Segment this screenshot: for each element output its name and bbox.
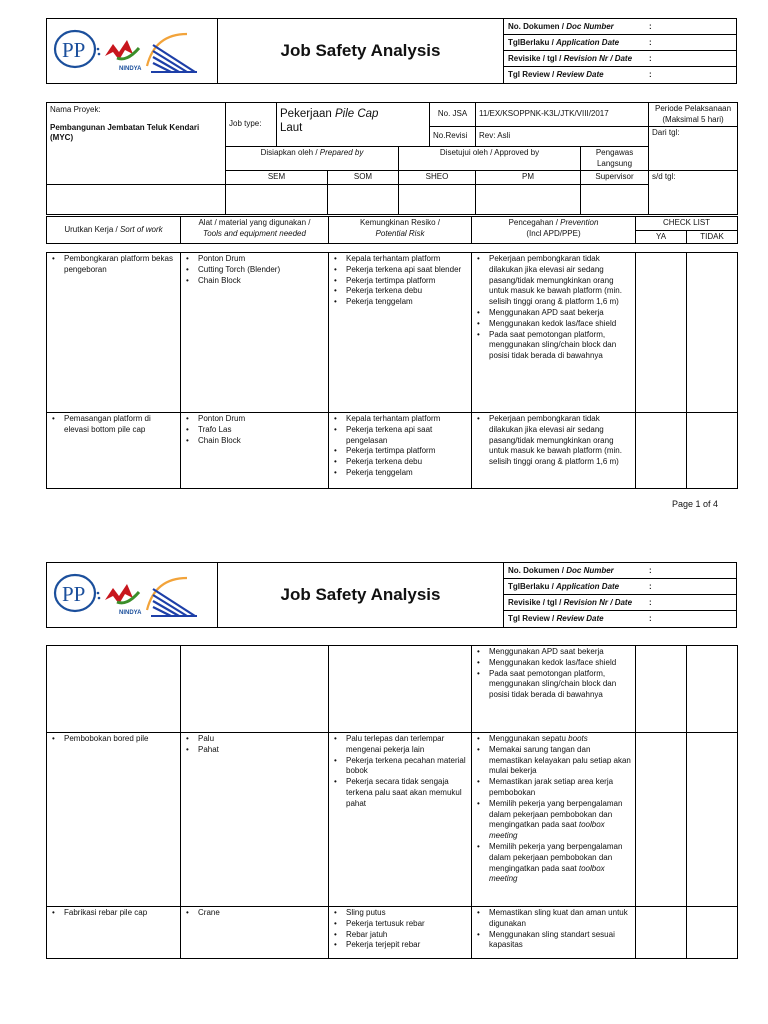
check-tidak[interactable] bbox=[687, 733, 738, 907]
signature-pm bbox=[476, 184, 581, 214]
revision-label: No.Revisi bbox=[430, 127, 476, 147]
list-item: • Pemasangan platform di elevasi bottom pile cap bbox=[50, 414, 177, 436]
revision-value: Rev: Asli bbox=[476, 127, 649, 147]
risk-cell bbox=[329, 253, 472, 413]
risk-cell bbox=[329, 413, 472, 489]
svg-text:PP: PP bbox=[62, 37, 86, 62]
check-tidak[interactable] bbox=[687, 413, 738, 489]
col-sort-of-work: Urutkan Kerja / Sort of work bbox=[47, 217, 181, 244]
svg-text:PP: PP bbox=[62, 581, 86, 606]
job-type-label: Job type: bbox=[226, 103, 277, 147]
list-item: • Memastikan jarak setiap area kerja pembobokan bbox=[475, 777, 632, 799]
list-item: • Pekerja tenggelam bbox=[332, 297, 468, 308]
tools-cell bbox=[181, 907, 329, 959]
tools-cell bbox=[181, 253, 329, 413]
risk-cell bbox=[329, 646, 472, 733]
list-item: • Memastikan sling kuat dan aman untuk digunakan bbox=[475, 908, 632, 930]
project-name-value: Pembangunan Jembatan Teluk Kendari (MYC) bbox=[50, 122, 200, 142]
meta-application-date: TglBerlaku / Application Date : bbox=[504, 35, 736, 51]
signature-som bbox=[328, 184, 399, 214]
project-info-table bbox=[46, 102, 738, 215]
role-supervisor: Supervisor bbox=[581, 171, 649, 185]
page-number: Page 1 of 4 bbox=[672, 499, 719, 509]
tools-cell bbox=[181, 646, 329, 733]
list-item: • Pekerja terkena pecahan material bobok bbox=[332, 756, 468, 778]
check-tidak[interactable] bbox=[687, 253, 738, 413]
list-item: • Pekerja tertimpa platform bbox=[332, 276, 468, 287]
list-item: • Trafo Las bbox=[184, 425, 325, 436]
signature-sheo bbox=[399, 184, 476, 214]
project-name-cell bbox=[47, 103, 226, 185]
list-item: • Ponton Drum bbox=[184, 254, 325, 265]
logo-area bbox=[47, 19, 218, 84]
logo-area bbox=[47, 563, 218, 628]
approved-by-label: Disetujui oleh / Approved by bbox=[399, 147, 581, 171]
list-item: • Pekerja tertimpa platform bbox=[332, 446, 468, 457]
list-item: • Chain Block bbox=[184, 276, 325, 287]
list-item: • Pembobokan bored pile bbox=[50, 734, 177, 745]
list-item: • Menggunakan APD saat bekerja bbox=[475, 647, 632, 658]
list-item: • Menggunakan sepatu boots bbox=[475, 734, 632, 745]
list-item: • Pekerja secara tidak sengaja terkena palu saat akan memukul pahat bbox=[332, 777, 468, 809]
check-tidak[interactable] bbox=[687, 646, 738, 733]
meta-revision: Revisike / tgl / Revision Nr / Date : bbox=[504, 51, 736, 67]
svg-text:NINDYA: NINDYA bbox=[119, 65, 142, 72]
meta-application-date: TglBerlaku / Application Date : bbox=[504, 579, 736, 595]
work-cell bbox=[47, 907, 181, 959]
prevention-cell bbox=[472, 253, 636, 413]
job-type-value: Pekerjaan Pile Cap Laut bbox=[277, 103, 430, 147]
work-cell bbox=[47, 413, 181, 489]
list-item: • Rebar jatuh bbox=[332, 930, 468, 941]
meta-review-date: Tgl Review / Review Date : bbox=[508, 614, 652, 623]
table-row bbox=[47, 646, 738, 733]
jsa-number-label: No. JSA bbox=[430, 103, 476, 127]
col-tidak: TIDAK bbox=[687, 230, 738, 244]
jsa-table-page-2 bbox=[46, 645, 738, 959]
jsa-table-page-1 bbox=[46, 252, 738, 489]
list-item: • Menggunakan APD saat bekerja bbox=[475, 308, 632, 319]
table-row bbox=[47, 253, 738, 413]
col-prevention: Pencegahan / Prevention (Incl APD/PPE) bbox=[472, 217, 636, 244]
list-item: • Kepala terhantam platform bbox=[332, 254, 468, 265]
risk-cell bbox=[329, 907, 472, 959]
document-title: Job Safety Analysis bbox=[218, 563, 504, 628]
list-item: • Pekerja terkena api saat pengelasan bbox=[332, 425, 468, 447]
work-cell bbox=[47, 646, 181, 733]
tools-cell bbox=[181, 733, 329, 907]
jsa-number-value: 11/EX/KSOPPNK-K3L/JTK/VIII/2017 bbox=[476, 103, 649, 127]
period-label: Periode Pelaksanaan (Maksimal 5 hari) bbox=[649, 103, 738, 127]
document-meta bbox=[504, 19, 737, 84]
list-item: • Palu terlepas dan terlempar mengenai pekerja lain bbox=[332, 734, 468, 756]
document-meta bbox=[504, 563, 737, 628]
role-som: SOM bbox=[328, 171, 399, 185]
list-item: • Pekerjaan pembongkaran tidak dilakukan jika elevasi air sedang pasang/tidak memungkinkan orang untuk masuk ke bawah platform (min. selisih tinggi orang & platform 1,6 m) bbox=[475, 254, 632, 308]
col-checklist: CHECK LIST bbox=[636, 217, 738, 231]
svg-text:NINDYA: NINDYA bbox=[119, 609, 142, 616]
col-potential-risk: Kemungkinan Resiko / Potential Risk bbox=[329, 217, 472, 244]
list-item: • Ponton Drum bbox=[184, 414, 325, 425]
meta-review-date: Tgl Review / Review Date : bbox=[508, 70, 652, 79]
list-item: • Pahat bbox=[184, 745, 325, 756]
role-sem: SEM bbox=[226, 171, 328, 185]
list-item: • Fabrikasi rebar pile cap bbox=[50, 908, 177, 919]
document-title: Job Safety Analysis bbox=[218, 19, 504, 84]
list-item: • Pekerja terkena api saat blender bbox=[332, 265, 468, 276]
list-item: • Menggunakan sling standart sesuai kapasitas bbox=[475, 930, 632, 952]
risk-cell bbox=[329, 733, 472, 907]
list-item: • Menggunakan kedok las/face shield bbox=[475, 658, 632, 669]
meta-doc-number: No. Dokumen / Doc Number : bbox=[504, 563, 736, 579]
project-name-label: Nama Proyek: bbox=[50, 105, 101, 114]
column-header-table bbox=[46, 216, 738, 244]
list-item: • Memakai sarung tangan dan memastikan kelayakan palu setiap akan mulai bekerja bbox=[475, 745, 632, 777]
list-item: • Pekerja tenggelam bbox=[332, 468, 468, 479]
list-item: • Pekerja tertusuk rebar bbox=[332, 919, 468, 930]
prevention-cell bbox=[472, 413, 636, 489]
to-date: s/d tgl: bbox=[649, 171, 738, 215]
prevention-cell bbox=[472, 646, 636, 733]
list-item: • Chain Block bbox=[184, 436, 325, 447]
list-item: • Pekerja terkena debu bbox=[332, 286, 468, 297]
role-sheo: SHEO bbox=[399, 171, 476, 185]
check-tidak[interactable] bbox=[687, 907, 738, 959]
col-ya: YA bbox=[636, 230, 687, 244]
list-item: • Pekerja terjepit rebar bbox=[332, 940, 468, 951]
list-item: • Pekerja terkena debu bbox=[332, 457, 468, 468]
table-row bbox=[47, 733, 738, 907]
list-item: • Pada saat pemotongan platform, menggunakan sling/chain block dan posisi tidak berada di bawahnya bbox=[475, 330, 632, 362]
check-ya[interactable] bbox=[636, 907, 687, 959]
from-date: Dari tgl: bbox=[649, 127, 738, 171]
signature-blank bbox=[47, 184, 226, 214]
supervisor-label: Pengawas Langsung bbox=[581, 147, 649, 171]
list-item: • Pembongkaran platform bekas pengeboran bbox=[50, 254, 177, 276]
check-ya[interactable] bbox=[636, 413, 687, 489]
role-pm: PM bbox=[476, 171, 581, 185]
list-item: • Kepala terhantam platform bbox=[332, 414, 468, 425]
header-page-2 bbox=[46, 562, 737, 628]
list-item: • Memilih pekerja yang berpengalaman dalam pekerjaan pembobokan dan mengingatkan pada saat toolbox meeting bbox=[475, 799, 632, 842]
list-item: • Sling putus bbox=[332, 908, 468, 919]
prepared-by-label: Disiapkan oleh / Prepared by bbox=[226, 147, 399, 171]
table-row bbox=[47, 907, 738, 959]
table-row bbox=[47, 413, 738, 489]
list-item: • Memilih pekerja yang berpengalaman dalam pekerjaan pembobokan dan mengingatkan pada saat toolbox meeting bbox=[475, 842, 632, 885]
company-logos-icon bbox=[47, 564, 217, 627]
check-ya[interactable] bbox=[636, 253, 687, 413]
list-item: • Cutting Torch (Blender) bbox=[184, 265, 325, 276]
header-page-1 bbox=[46, 18, 737, 84]
meta-revision: Revisike / tgl / Revision Nr / Date : bbox=[504, 595, 736, 611]
list-item: • Pekerjaan pembongkaran tidak dilakukan jika elevasi air sedang pasang/tidak memungkinkan orang untuk masuk ke bawah platform (min. selisih tinggi orang & platform 1,6 m) bbox=[475, 414, 632, 468]
list-item: • Menggunakan kedok las/face shield bbox=[475, 319, 632, 330]
col-tools: Alat / material yang digunakan / Tools and equipment needed bbox=[181, 217, 329, 244]
prevention-cell bbox=[472, 907, 636, 959]
meta-doc-number: No. Dokumen / Doc Number : bbox=[504, 19, 736, 35]
work-cell bbox=[47, 733, 181, 907]
check-ya[interactable] bbox=[636, 646, 687, 733]
list-item: • Pada saat pemotongan platform, menggunakan sling/chain block dan posisi tidak berada di bawahnya bbox=[475, 669, 632, 701]
list-item: • Palu bbox=[184, 734, 325, 745]
check-ya[interactable] bbox=[636, 733, 687, 907]
signature-sem bbox=[226, 184, 328, 214]
work-cell bbox=[47, 253, 181, 413]
signature-supervisor bbox=[581, 184, 649, 214]
prevention-cell bbox=[472, 733, 636, 907]
tools-cell bbox=[181, 413, 329, 489]
list-item: • Crane bbox=[184, 908, 325, 919]
company-logos-icon bbox=[47, 20, 217, 83]
